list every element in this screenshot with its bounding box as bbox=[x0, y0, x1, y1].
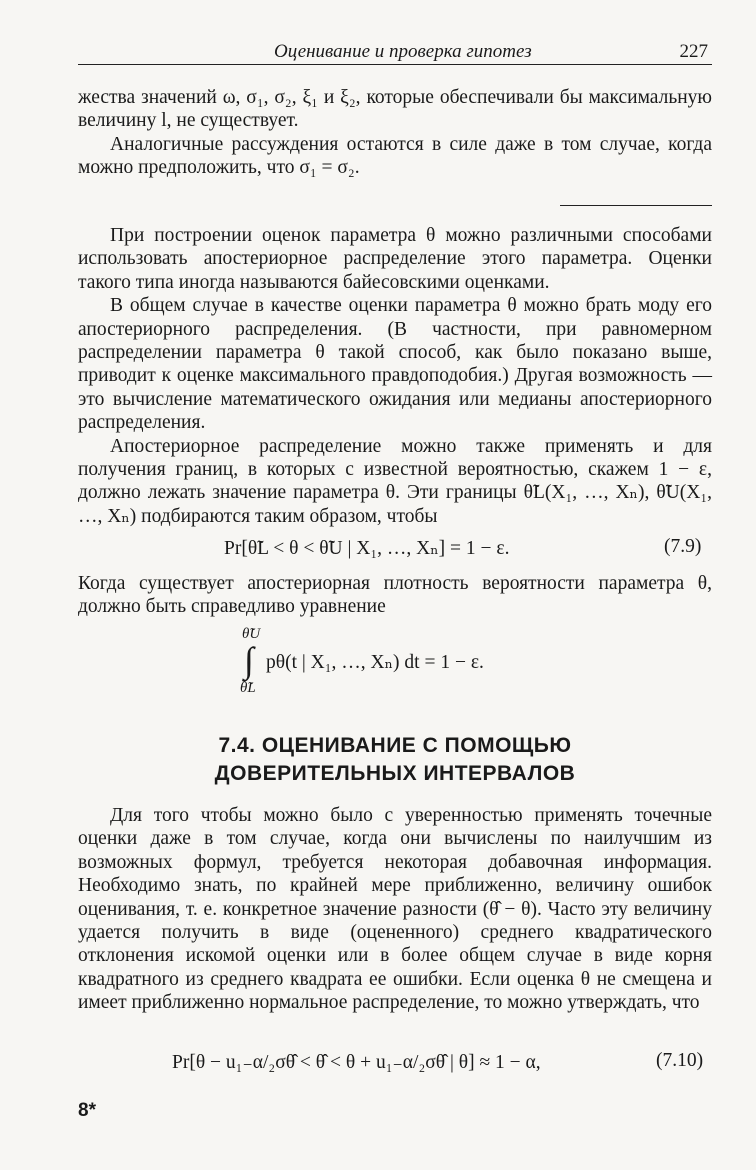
paragraph-5: Апостериорное распределение можно также применять и для получения границ, в которых с известной вероятностью, скажем 1 − ε, должно лежать значение параметра θ. Эти границы θ̃L(X₁, …, Xₙ), θ̃U(X₁, …, Xₙ) подбираются таким образом, чтобы bbox=[78, 435, 712, 527]
paragraph-7: Для того чтобы можно было с уверенностью применять точечные оценки даже в том случае, когда они вычислены по наилучшим из возможных формул, требуется некоторая добавочная информация. Необходимо знать, по крайней мере приближенно, величину ошибок оценивания, т. е. конкретное значение разности (θ̂ − θ). Часто эту величину удается получить в виде (оцененного) среднего квадратического отклонения искомой оценки или в более общем случае в виде корня квадратного из среднего квадрата ее ошибки. Если оценка θ не смещена и имеет приближенно нормальное распределение, то можно утверждать, что bbox=[78, 805, 712, 1014]
equation-7-9: Pr[θ̃L < θ < θ̃U | X₁, …, Xₙ] = 1 − ε. bbox=[224, 538, 510, 559]
section-heading-line-2: ДОВЕРИТЕЛЬНЫХ ИНТЕРВАЛОВ bbox=[214, 762, 576, 785]
equation-7-10: Pr[θ − u₁₋α/₂σθ̂ < θ̂ < θ + u₁₋α/₂σθ̂ | θ] ≈ 1 − α, bbox=[172, 1052, 541, 1073]
paragraph-3: При построении оценок параметра θ можно различными способами использовать апостериорное распределение этого параметра. Оценки такого типа иногда называются байесовскими оценками. bbox=[78, 225, 712, 293]
equation-number-7-9: (7.9) bbox=[664, 536, 702, 557]
section-heading bbox=[78, 732, 712, 788]
equation-number-7-10: (7.10) bbox=[656, 1050, 704, 1071]
bayesian-section-text bbox=[78, 224, 712, 528]
paragraph-1: жества значений ω, σ₁, σ₂, ξ₁ и ξ₂, которые обеспечивали бы максимальную величину l, не существует. bbox=[78, 87, 712, 132]
integral-body: pθ(t | X₁, …, Xₙ) dt = 1 − ε. bbox=[266, 652, 484, 673]
paragraph-2: Аналогичные рассуждения остаются в силе даже в том случае, когда можно предположить, что σ₁ = σ₂. bbox=[78, 133, 712, 179]
integral-equation bbox=[232, 626, 552, 706]
paragraph-6: Когда существует апостериорная плотность вероятности параметра θ, должно быть справедливо уравнение bbox=[78, 573, 712, 618]
section-heading-line-1: 7.4. ОЦЕНИВАНИЕ С ПОМОЩЬЮ bbox=[218, 734, 572, 757]
integral-upper-limit: θ̃U bbox=[242, 626, 261, 642]
end-of-example-rule bbox=[560, 205, 712, 206]
paragraph-4: В общем случае в качестве оценки параметра θ можно брать моду его апостериорного распределения. (В частности, при равномерном распределении параметра θ такой способ, как было показано выше, приводит к оценке максимального правдоподобия.) Другая возможность — это вычисление математического ожидания или медианы апостериорного распределения. bbox=[78, 295, 712, 434]
integral-sign-icon: ∫ bbox=[244, 640, 254, 680]
confidence-intervals-text bbox=[78, 804, 712, 1015]
running-title: Оценивание и проверка гипотез bbox=[274, 41, 532, 62]
running-header bbox=[78, 36, 712, 65]
signature-mark: 8* bbox=[78, 1100, 96, 1121]
page-number: 227 bbox=[679, 41, 708, 62]
integral-lower-limit: θ̃L bbox=[240, 680, 256, 696]
density-text bbox=[78, 572, 712, 619]
paragraph-continuation bbox=[78, 86, 712, 180]
